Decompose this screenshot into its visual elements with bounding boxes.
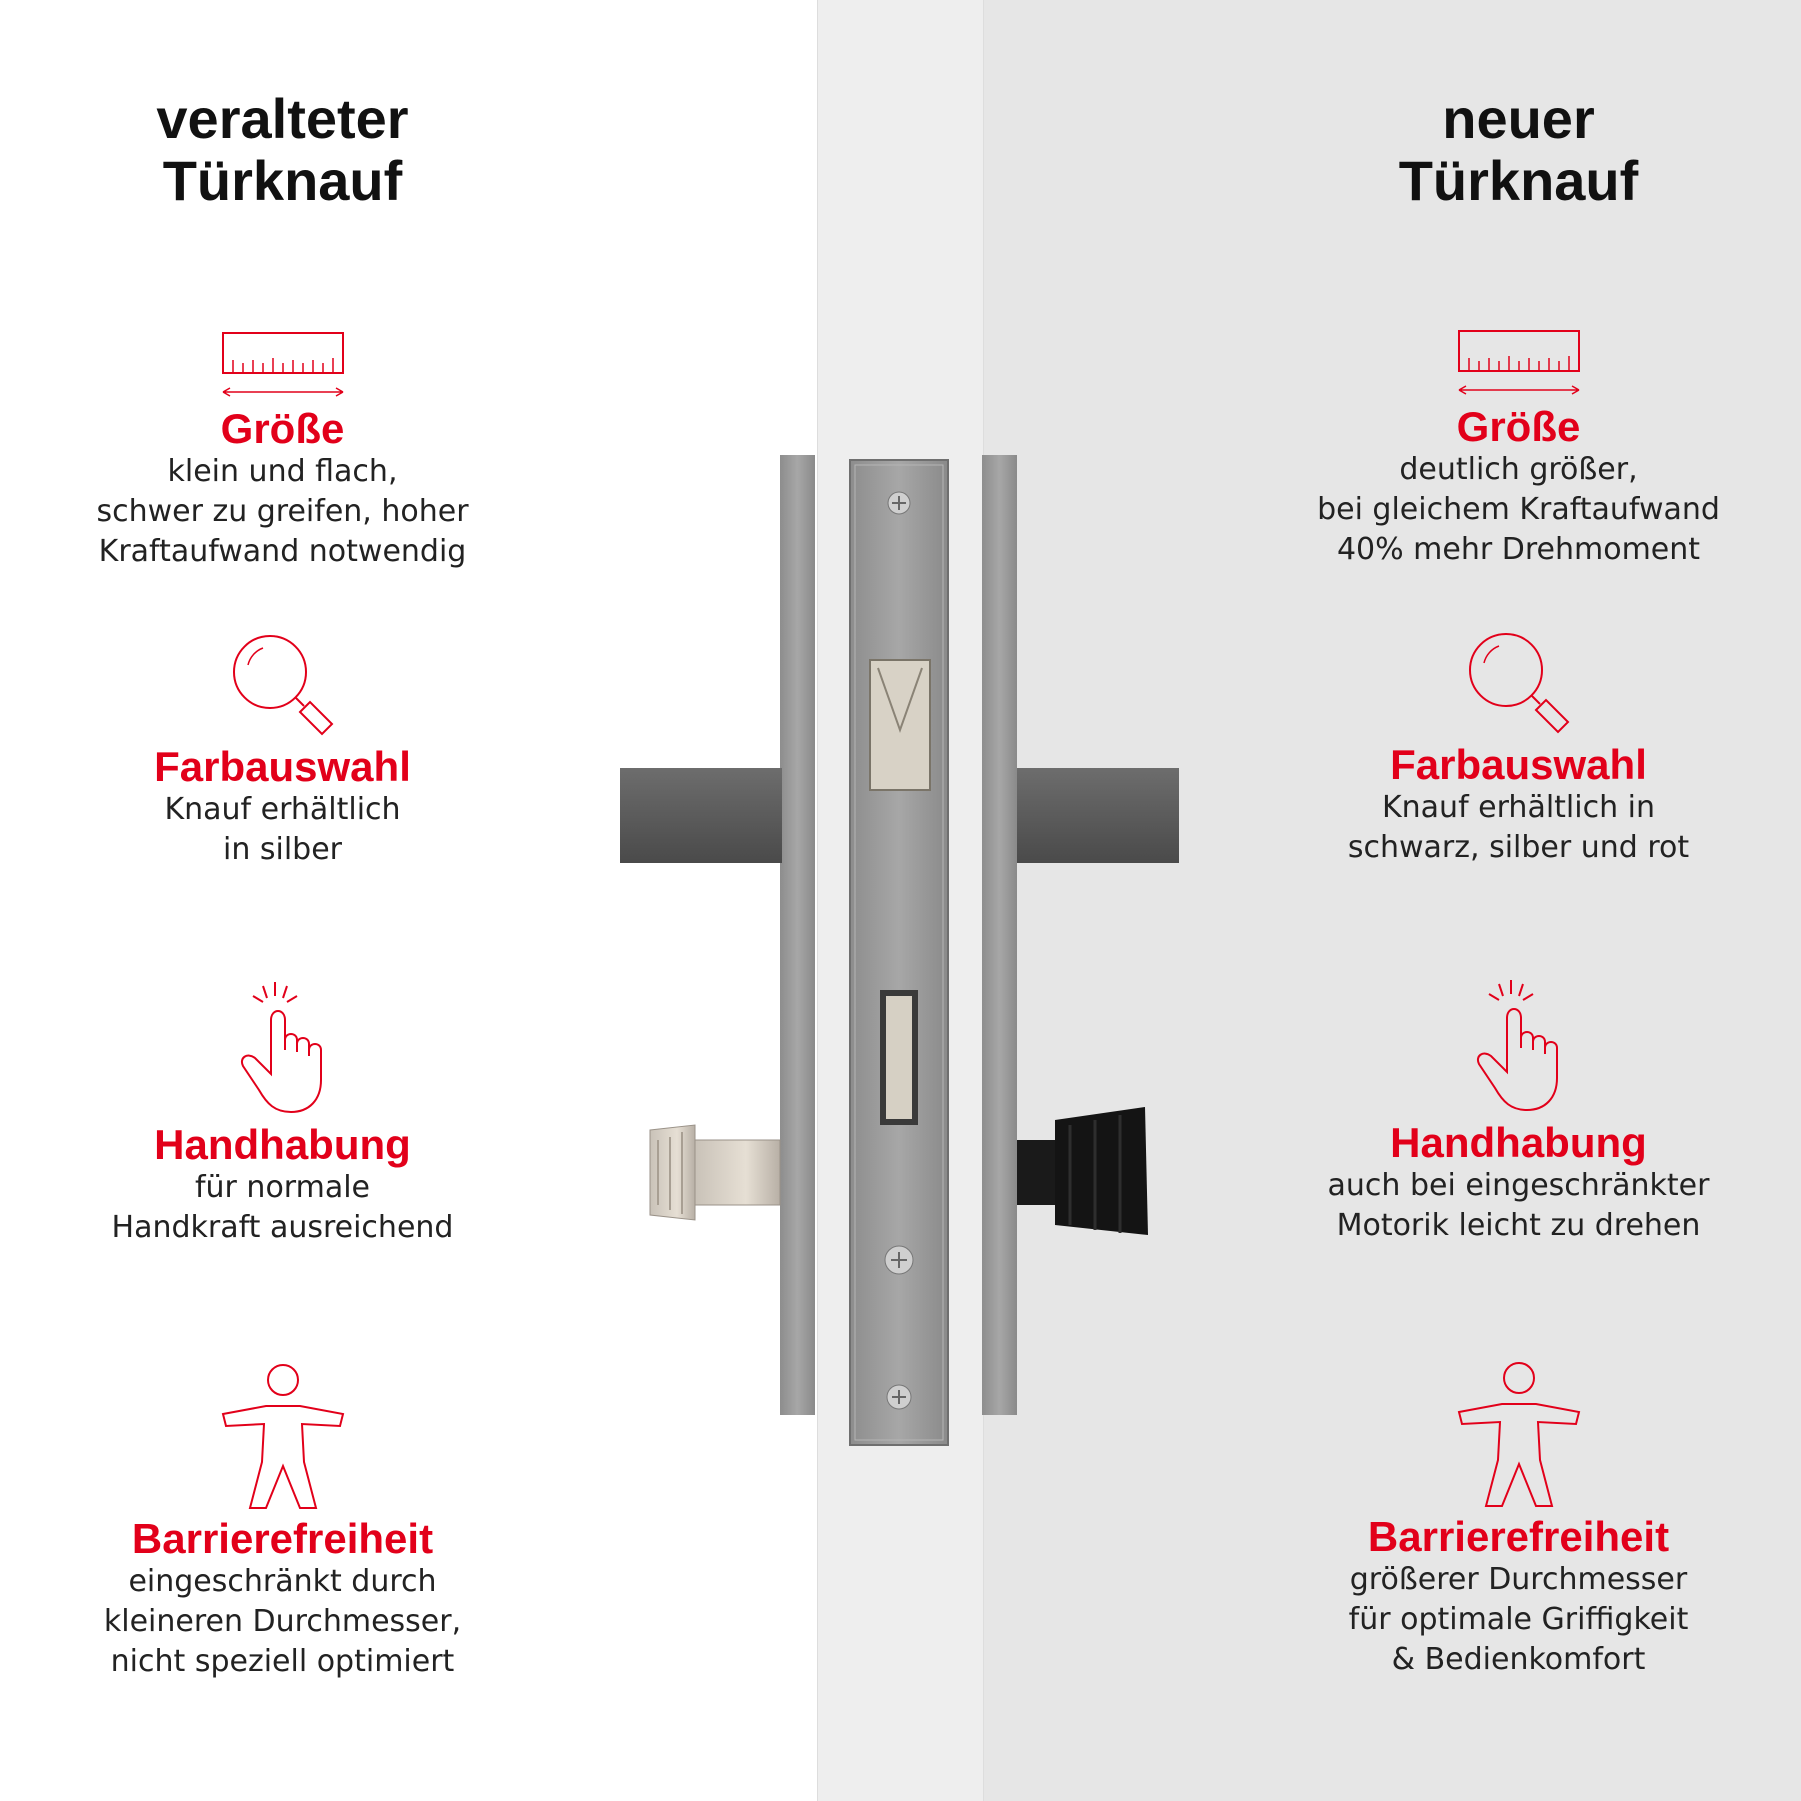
person-icon: [1454, 1360, 1584, 1510]
old-color-line: Knauf erhältlich: [164, 792, 401, 827]
new-access-heading: Barrierefreiheit: [1367, 1513, 1670, 1560]
old-access-line: eingeschränkt durch: [128, 1564, 437, 1599]
spindle-left: [620, 768, 782, 863]
new-black-knob: [1017, 1107, 1148, 1235]
latch-bolt: [870, 660, 930, 790]
new-color-description: [1236, 788, 1801, 868]
new-access-block: [1236, 1360, 1801, 1680]
new-size-heading: Größe: [1456, 403, 1581, 450]
old-size-line: Kraftaufwand notwendig: [98, 534, 467, 569]
old-color-line: in silber: [222, 832, 343, 867]
old-color-block: [0, 630, 565, 870]
old-size-heading: Größe: [220, 405, 345, 452]
old-color-description: [0, 790, 565, 870]
touch-hand-icon: [1469, 976, 1569, 1116]
old-access-line: nicht speziell optimiert: [110, 1644, 455, 1679]
old-handling-line: für normale: [194, 1170, 371, 1205]
new-handling-heading: Handhabung: [1390, 1119, 1647, 1166]
new-access-line: für optimale Griffigkeit: [1348, 1602, 1689, 1637]
new-handling-description: [1236, 1166, 1801, 1246]
old-handling-description: [0, 1168, 565, 1248]
new-handling-line: Motorik leicht zu drehen: [1336, 1208, 1701, 1243]
spindle-right: [1017, 768, 1179, 863]
new-color-heading: Farbauswahl: [1390, 741, 1647, 788]
new-handling-block: [1236, 976, 1801, 1246]
lock-body-left: [780, 455, 815, 1415]
old-size-description: [0, 452, 565, 572]
new-title: [1236, 88, 1801, 212]
ruler-icon: [1454, 328, 1584, 400]
new-size-block: [1236, 328, 1801, 570]
new-color-block: [1236, 628, 1801, 868]
old-size-block: [0, 330, 565, 572]
old-size-line: schwer zu greifen, hoher: [96, 494, 469, 529]
magnifier-icon: [228, 630, 338, 740]
new-access-description: [1236, 1560, 1801, 1680]
old-access-heading: Barrierefreiheit: [131, 1515, 434, 1562]
person-icon: [218, 1362, 348, 1512]
new-title-line2: Türknauf: [1398, 149, 1639, 212]
old-handling-heading: Handhabung: [154, 1121, 411, 1168]
old-access-block: [0, 1362, 565, 1682]
new-size-line: bei gleichem Kraftaufwand: [1317, 492, 1720, 527]
new-handling-line: auch bei eingeschränkter: [1327, 1168, 1710, 1203]
old-color-heading: Farbauswahl: [154, 743, 411, 790]
old-handling-block: [0, 978, 565, 1248]
new-access-line: & Bedienkomfort: [1391, 1642, 1646, 1677]
magnifier-icon: [1464, 628, 1574, 738]
old-title-line1: veralteter: [156, 87, 409, 150]
mortise-lock-illustration: [600, 440, 1250, 1520]
old-title: [0, 88, 565, 212]
old-access-line: kleineren Durchmesser,: [103, 1604, 462, 1639]
new-size-line: 40% mehr Drehmoment: [1336, 532, 1701, 567]
touch-hand-icon: [233, 978, 333, 1118]
old-size-line: klein und flach,: [167, 454, 398, 489]
lock-faceplate: [850, 460, 948, 1445]
old-silver-knob: [650, 1125, 780, 1220]
new-size-description: [1236, 450, 1801, 570]
new-title-line1: neuer: [1442, 87, 1595, 150]
old-handling-line: Handkraft ausreichend: [111, 1210, 454, 1245]
new-access-line: größerer Durchmesser: [1349, 1562, 1688, 1597]
lock-body-right: [982, 455, 1017, 1415]
new-color-line: Knauf erhältlich in: [1381, 790, 1655, 825]
new-color-line: schwarz, silber und rot: [1347, 830, 1690, 865]
old-access-description: [0, 1562, 565, 1682]
old-title-line2: Türknauf: [162, 149, 403, 212]
new-size-line: deutlich größer,: [1399, 452, 1638, 487]
ruler-icon: [218, 330, 348, 402]
